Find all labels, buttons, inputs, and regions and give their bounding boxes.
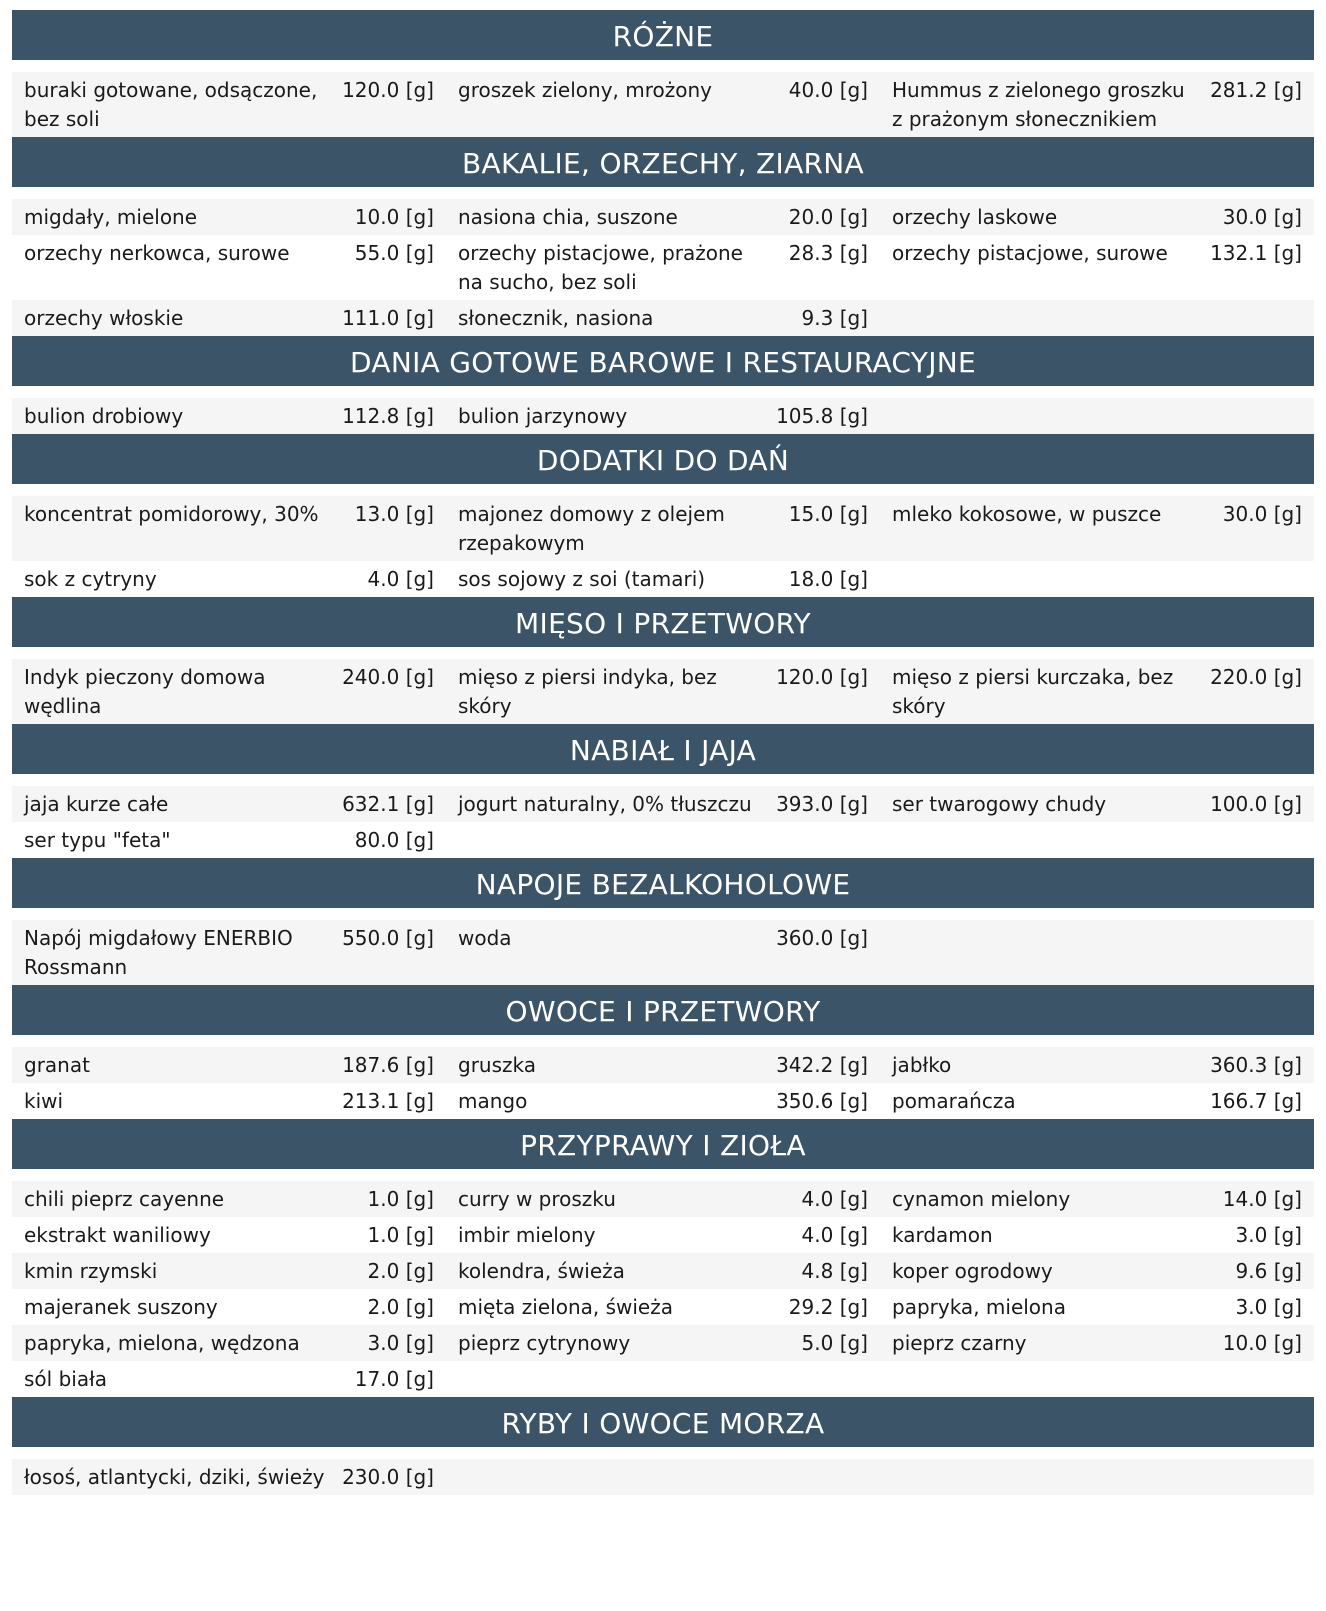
amount-value: 10.0: [1222, 1331, 1268, 1355]
item-amount: [1236, 1293, 1302, 1322]
item-name: kolendra, świeża: [458, 1259, 625, 1283]
amount-unit: [g]: [839, 792, 868, 816]
item-amount: [1236, 1221, 1302, 1250]
list-item: [12, 1221, 446, 1250]
item-name: majonez domowy z olejem rzepakowym: [458, 502, 725, 555]
amount-value: 20.0: [788, 205, 834, 229]
item-name: groszek zielony, mrożony: [458, 78, 713, 102]
list-item: [12, 1329, 446, 1358]
amount-value: 3.0: [1235, 1223, 1268, 1247]
list-item: [446, 826, 880, 855]
table-row: [12, 1181, 1314, 1217]
item-amount: [342, 1463, 434, 1492]
list-item: [880, 76, 1314, 134]
item-name: papryka, mielona, wędzona: [24, 1331, 300, 1355]
table-row: [12, 496, 1314, 561]
amount-unit: [g]: [405, 926, 434, 950]
amount-unit: [g]: [405, 567, 434, 591]
amount-unit: [g]: [405, 306, 434, 330]
amount-unit: [g]: [839, 306, 868, 330]
amount-unit: [g]: [839, 1223, 868, 1247]
list-item: [880, 1329, 1314, 1358]
amount-unit: [g]: [1273, 1223, 1302, 1247]
item-amount: [355, 826, 434, 855]
list-item: [880, 790, 1314, 819]
list-item: [446, 1257, 880, 1286]
item-name: ser typu "feta": [24, 828, 171, 852]
list-item: [880, 203, 1314, 232]
item-name: papryka, mielona: [892, 1295, 1066, 1319]
item-name: orzechy nerkowca, surowe: [24, 241, 290, 265]
item-amount: [342, 924, 434, 982]
amount-unit: [g]: [839, 1259, 868, 1283]
item-amount: [789, 500, 868, 558]
amount-unit: [g]: [1273, 1295, 1302, 1319]
item-name: jabłko: [892, 1053, 952, 1077]
item-name: bulion drobiowy: [24, 404, 184, 428]
table-row: [12, 920, 1314, 985]
item-name: mleko kokosowe, w puszce: [892, 502, 1162, 526]
amount-value: 393.0: [776, 792, 834, 816]
item-name: pomarańcza: [892, 1089, 1016, 1113]
item-name: gruszka: [458, 1053, 536, 1077]
item-amount: [342, 790, 434, 819]
list-item: [880, 924, 1314, 982]
amount-unit: [g]: [405, 502, 434, 526]
item-amount: [355, 203, 434, 232]
amount-value: 9.3: [801, 306, 834, 330]
amount-value: 187.6: [342, 1053, 400, 1077]
item-amount: [776, 1087, 868, 1116]
amount-unit: [g]: [405, 1053, 434, 1077]
amount-unit: [g]: [1273, 241, 1302, 265]
list-item: [880, 565, 1314, 594]
item-amount: [368, 1221, 434, 1250]
item-name: pieprz czarny: [892, 1331, 1027, 1355]
item-name: słonecznik, nasiona: [458, 306, 654, 330]
item-amount: [802, 1185, 868, 1214]
table-row: [12, 1459, 1314, 1495]
item-name: orzechy laskowe: [892, 205, 1058, 229]
item-name: jaja kurze całe: [24, 792, 169, 816]
amount-value: 360.3: [1210, 1053, 1268, 1077]
list-item: [12, 1087, 446, 1116]
item-amount: [1223, 1185, 1302, 1214]
item-name: orzechy pistacjowe, surowe: [892, 241, 1168, 265]
item-amount: [789, 203, 868, 232]
amount-value: 14.0: [1222, 1187, 1268, 1211]
item-amount: [342, 1087, 434, 1116]
item-amount: [1223, 1329, 1302, 1358]
section-header: NABIAŁ I JAJA: [12, 724, 1314, 774]
list-item: [12, 790, 446, 819]
list-item: [12, 826, 446, 855]
amount-value: 4.0: [801, 1223, 834, 1247]
list-item: [12, 1185, 446, 1214]
item-amount: [776, 924, 868, 982]
list-item: [880, 663, 1314, 721]
item-amount: [776, 402, 868, 431]
list-item: [446, 76, 880, 134]
amount-unit: [g]: [1273, 205, 1302, 229]
amount-unit: [g]: [1273, 1089, 1302, 1113]
amount-value: 55.0: [354, 241, 400, 265]
amount-value: 1.0: [367, 1223, 400, 1247]
list-item: [12, 1257, 446, 1286]
list-item: [880, 1257, 1314, 1286]
amount-value: 9.6: [1235, 1259, 1268, 1283]
item-name: majeranek suszony: [24, 1295, 218, 1319]
amount-value: 28.3: [788, 241, 834, 265]
amount-value: 13.0: [354, 502, 400, 526]
item-name: Napój migdałowy ENERBIO Rossmann: [24, 926, 293, 979]
amount-unit: [g]: [405, 241, 434, 265]
item-name: jogurt naturalny, 0% tłuszczu: [458, 792, 752, 816]
item-amount: [342, 663, 434, 721]
item-amount: [342, 76, 434, 134]
item-name: ekstrakt waniliowy: [24, 1223, 211, 1247]
item-name: sól biała: [24, 1367, 108, 1391]
item-amount: [802, 1221, 868, 1250]
amount-value: 30.0: [1222, 205, 1268, 229]
item-amount: [1210, 1051, 1302, 1080]
list-item: [12, 1051, 446, 1080]
list-item: [880, 402, 1314, 431]
amount-value: 5.0: [801, 1331, 834, 1355]
item-amount: [342, 304, 434, 333]
amount-value: 105.8: [776, 404, 834, 428]
amount-unit: [g]: [839, 1187, 868, 1211]
amount-unit: [g]: [1273, 792, 1302, 816]
item-amount: [342, 1051, 434, 1080]
amount-value: 281.2: [1210, 78, 1268, 102]
table-row: [12, 561, 1314, 597]
amount-value: 3.0: [367, 1331, 400, 1355]
amount-unit: [g]: [839, 1053, 868, 1077]
amount-value: 120.0: [776, 665, 834, 689]
item-name: orzechy pistacjowe, prażone na sucho, bez soli: [458, 241, 743, 294]
item-name: granat: [24, 1053, 90, 1077]
amount-value: 2.0: [367, 1259, 400, 1283]
amount-value: 342.2: [776, 1053, 834, 1077]
section-header: DODATKI DO DAŃ: [12, 434, 1314, 484]
item-name: łosoś, atlantycki, dziki, świeży: [24, 1465, 325, 1489]
list-item: [12, 304, 446, 333]
amount-unit: [g]: [1273, 78, 1302, 102]
item-amount: [355, 500, 434, 558]
amount-unit: [g]: [839, 1331, 868, 1355]
list-item: [446, 1221, 880, 1250]
amount-unit: [g]: [1273, 1053, 1302, 1077]
list-item: [446, 239, 880, 297]
amount-unit: [g]: [839, 1295, 868, 1319]
amount-value: 15.0: [788, 502, 834, 526]
amount-value: 632.1: [342, 792, 400, 816]
amount-unit: [g]: [405, 792, 434, 816]
list-item: [880, 239, 1314, 297]
item-amount: [355, 239, 434, 297]
list-item: [446, 924, 880, 982]
amount-value: 80.0: [354, 828, 400, 852]
item-amount: [789, 1293, 868, 1322]
list-item: [880, 1185, 1314, 1214]
amount-value: 40.0: [788, 78, 834, 102]
list-item: [12, 239, 446, 297]
amount-unit: [g]: [839, 665, 868, 689]
item-amount: [1210, 1087, 1302, 1116]
shopping-list: [12, 10, 1314, 1495]
item-name: chili pieprz cayenne: [24, 1187, 225, 1211]
item-name: cynamon mielony: [892, 1187, 1071, 1211]
list-item: [446, 663, 880, 721]
amount-unit: [g]: [405, 1223, 434, 1247]
list-item: [12, 663, 446, 721]
amount-value: 220.0: [1210, 665, 1268, 689]
amount-value: 18.0: [788, 567, 834, 591]
list-item: [880, 304, 1314, 333]
amount-value: 213.1: [342, 1089, 400, 1113]
item-amount: [1210, 663, 1302, 721]
list-item: [446, 500, 880, 558]
table-row: [12, 235, 1314, 300]
table-row: [12, 1361, 1314, 1397]
list-item: [880, 826, 1314, 855]
list-item: [446, 1087, 880, 1116]
list-item: [12, 924, 446, 982]
list-item: [446, 304, 880, 333]
table-row: [12, 659, 1314, 724]
section-header: DANIA GOTOWE BAROWE I RESTAURACYJNE: [12, 336, 1314, 386]
item-name: curry w proszku: [458, 1187, 616, 1211]
item-amount: [776, 663, 868, 721]
list-item: [12, 76, 446, 134]
table-row: [12, 1217, 1314, 1253]
section-header: MIĘSO I PRZETWORY: [12, 597, 1314, 647]
list-item: [446, 1051, 880, 1080]
table-row: [12, 1289, 1314, 1325]
amount-value: 4.0: [801, 1187, 834, 1211]
item-amount: [1210, 76, 1302, 134]
item-amount: [789, 565, 868, 594]
item-amount: [802, 1329, 868, 1358]
amount-unit: [g]: [405, 665, 434, 689]
list-item: [880, 1221, 1314, 1250]
amount-unit: [g]: [1273, 1259, 1302, 1283]
item-amount: [776, 1051, 868, 1080]
amount-value: 230.0: [342, 1465, 400, 1489]
item-name: mięso z piersi indyka, bez skóry: [458, 665, 717, 718]
table-row: [12, 1253, 1314, 1289]
list-item: [12, 203, 446, 232]
list-item: [446, 1293, 880, 1322]
item-amount: [776, 790, 868, 819]
amount-value: 2.0: [367, 1295, 400, 1319]
amount-value: 3.0: [1235, 1295, 1268, 1319]
amount-value: 100.0: [1210, 792, 1268, 816]
table-row: [12, 1047, 1314, 1083]
section-header: RYBY I OWOCE MORZA: [12, 1397, 1314, 1447]
item-name: nasiona chia, suszone: [458, 205, 678, 229]
item-name: koncentrat pomidorowy, 30%: [24, 502, 319, 526]
amount-value: 360.0: [776, 926, 834, 950]
item-amount: [368, 1329, 434, 1358]
item-name: woda: [458, 926, 512, 950]
item-amount: [368, 1293, 434, 1322]
amount-unit: [g]: [405, 1295, 434, 1319]
amount-unit: [g]: [1273, 665, 1302, 689]
list-item: [880, 1051, 1314, 1080]
item-amount: [355, 1365, 434, 1394]
item-name: kiwi: [24, 1089, 64, 1113]
item-name: koper ogrodowy: [892, 1259, 1053, 1283]
amount-unit: [g]: [1273, 502, 1302, 526]
item-name: sok z cytryny: [24, 567, 157, 591]
amount-unit: [g]: [405, 1259, 434, 1283]
table-row: [12, 1325, 1314, 1361]
item-name: ser twarogowy chudy: [892, 792, 1107, 816]
item-name: mięta zielona, świeża: [458, 1295, 673, 1319]
amount-unit: [g]: [405, 1089, 434, 1113]
table-row: [12, 72, 1314, 137]
list-item: [12, 1365, 446, 1394]
table-row: [12, 822, 1314, 858]
list-item: [12, 565, 446, 594]
item-name: Indyk pieczony domowa wędlina: [24, 665, 266, 718]
section-header: PRZYPRAWY I ZIOŁA: [12, 1119, 1314, 1169]
amount-unit: [g]: [405, 1331, 434, 1355]
amount-value: 10.0: [354, 205, 400, 229]
list-item: [880, 1293, 1314, 1322]
amount-value: 111.0: [342, 306, 400, 330]
list-item: [446, 790, 880, 819]
table-row: [12, 300, 1314, 336]
amount-unit: [g]: [405, 404, 434, 428]
table-row: [12, 398, 1314, 434]
amount-unit: [g]: [405, 78, 434, 102]
amount-unit: [g]: [405, 1465, 434, 1489]
item-name: sos sojowy z soi (tamari): [458, 567, 706, 591]
list-item: [880, 1365, 1314, 1394]
section-header: RÓŻNE: [12, 10, 1314, 60]
amount-unit: [g]: [405, 1187, 434, 1211]
list-item: [12, 402, 446, 431]
amount-value: 166.7: [1210, 1089, 1268, 1113]
item-name: migdały, mielone: [24, 205, 198, 229]
list-item: [446, 565, 880, 594]
item-amount: [368, 1257, 434, 1286]
item-name: kmin rzymski: [24, 1259, 158, 1283]
item-amount: [789, 76, 868, 134]
item-amount: [1236, 1257, 1302, 1286]
amount-unit: [g]: [839, 1089, 868, 1113]
amount-unit: [g]: [839, 78, 868, 102]
amount-value: 17.0: [354, 1367, 400, 1391]
list-item: [446, 203, 880, 232]
amount-unit: [g]: [839, 502, 868, 526]
amount-value: 30.0: [1222, 502, 1268, 526]
list-item: [446, 1329, 880, 1358]
amount-value: 1.0: [367, 1187, 400, 1211]
item-name: pieprz cytrynowy: [458, 1331, 631, 1355]
amount-unit: [g]: [405, 828, 434, 852]
amount-value: 132.1: [1210, 241, 1268, 265]
item-amount: [1223, 500, 1302, 558]
list-item: [446, 402, 880, 431]
amount-value: 112.8: [342, 404, 400, 428]
item-name: Hummus z zielonego groszku z prażonym słonecznikiem: [892, 78, 1185, 131]
item-name: buraki gotowane, odsączone, bez soli: [24, 78, 318, 131]
list-item: [880, 500, 1314, 558]
item-amount: [1210, 239, 1302, 297]
table-row: [12, 1083, 1314, 1119]
item-name: imbir mielony: [458, 1223, 596, 1247]
section-header: OWOCE I PRZETWORY: [12, 985, 1314, 1035]
list-item: [12, 1293, 446, 1322]
list-item: [12, 1463, 446, 1492]
list-item: [446, 1463, 880, 1492]
item-amount: [789, 239, 868, 297]
amount-value: 4.0: [367, 567, 400, 591]
item-name: kardamon: [892, 1223, 993, 1247]
table-row: [12, 786, 1314, 822]
table-row: [12, 199, 1314, 235]
list-item: [880, 1463, 1314, 1492]
amount-unit: [g]: [1273, 1331, 1302, 1355]
amount-value: 350.6: [776, 1089, 834, 1113]
amount-value: 120.0: [342, 78, 400, 102]
item-name: mango: [458, 1089, 528, 1113]
amount-unit: [g]: [839, 205, 868, 229]
list-item: [880, 1087, 1314, 1116]
item-name: bulion jarzynowy: [458, 404, 628, 428]
amount-value: 4.8: [801, 1259, 834, 1283]
amount-unit: [g]: [839, 926, 868, 950]
item-name: mięso z piersi kurczaka, bez skóry: [892, 665, 1174, 718]
amount-value: 550.0: [342, 926, 400, 950]
item-amount: [802, 1257, 868, 1286]
amount-unit: [g]: [1273, 1187, 1302, 1211]
amount-unit: [g]: [839, 241, 868, 265]
item-amount: [342, 402, 434, 431]
list-item: [446, 1365, 880, 1394]
item-amount: [368, 1185, 434, 1214]
item-amount: [368, 565, 434, 594]
section-header: BAKALIE, ORZECHY, ZIARNA: [12, 137, 1314, 187]
amount-unit: [g]: [405, 205, 434, 229]
item-name: orzechy włoskie: [24, 306, 184, 330]
amount-unit: [g]: [839, 404, 868, 428]
item-amount: [1210, 790, 1302, 819]
amount-unit: [g]: [405, 1367, 434, 1391]
list-item: [12, 500, 446, 558]
item-amount: [802, 304, 868, 333]
list-item: [446, 1185, 880, 1214]
section-header: NAPOJE BEZALKOHOLOWE: [12, 858, 1314, 908]
amount-value: 29.2: [788, 1295, 834, 1319]
item-amount: [1223, 203, 1302, 232]
amount-value: 240.0: [342, 665, 400, 689]
amount-unit: [g]: [839, 567, 868, 591]
